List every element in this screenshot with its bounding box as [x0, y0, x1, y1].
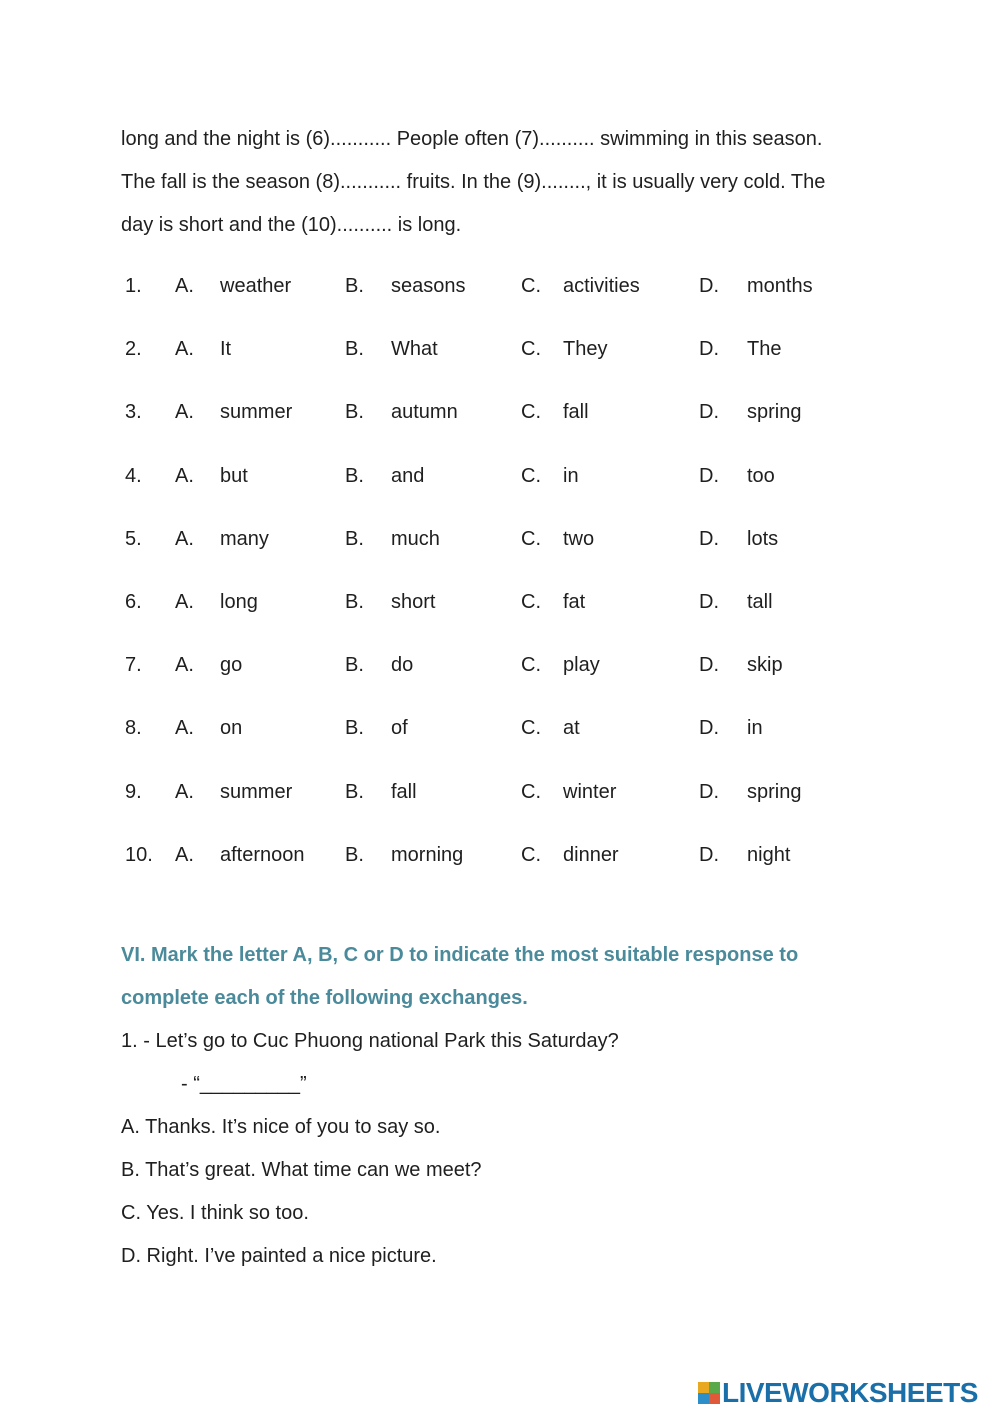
- option-row: [125, 454, 885, 517]
- option-b[interactable]: short: [391, 590, 436, 613]
- option-row: [125, 706, 885, 769]
- option-letter: C.: [521, 338, 541, 361]
- option-letter: A.: [175, 717, 194, 740]
- question-number: 4.: [125, 464, 142, 487]
- section-heading-line: complete each of the following exchanges.: [121, 987, 528, 1009]
- question-number: 2.: [125, 338, 142, 361]
- option-letter: C.: [521, 275, 541, 297]
- option-letter: A.: [175, 590, 194, 613]
- liveworksheets-logo: [698, 1375, 978, 1411]
- option-letter: D.: [699, 780, 719, 803]
- passage-line: The fall is the season (8)........... fruits. In the (9)........, it is usually very cold. The: [121, 171, 826, 193]
- option-b[interactable]: seasons: [391, 275, 466, 297]
- option-c[interactable]: winter: [563, 780, 617, 803]
- choice-d[interactable]: D. Right. I’ve painted a nice picture.: [121, 1245, 437, 1267]
- option-d[interactable]: too: [747, 464, 775, 487]
- option-a[interactable]: many: [220, 527, 269, 550]
- option-d[interactable]: in: [747, 717, 763, 740]
- option-letter: B.: [345, 338, 364, 361]
- choice-b[interactable]: B. That’s great. What time can we meet?: [121, 1159, 482, 1181]
- option-a[interactable]: It: [220, 338, 232, 361]
- question-number: 8.: [125, 717, 142, 740]
- option-row: [125, 327, 885, 390]
- option-letter: A.: [175, 780, 194, 803]
- option-d[interactable]: night: [747, 843, 791, 866]
- option-a[interactable]: summer: [220, 401, 293, 424]
- option-letter: C.: [521, 717, 541, 740]
- question-number: 9.: [125, 780, 142, 803]
- option-letter: A.: [175, 401, 194, 424]
- option-d[interactable]: months: [747, 275, 813, 297]
- option-c[interactable]: activities: [563, 275, 640, 297]
- option-c[interactable]: play: [563, 654, 600, 677]
- option-letter: B.: [345, 654, 364, 677]
- question-number: 7.: [125, 654, 142, 677]
- option-letter: A.: [175, 654, 194, 677]
- option-a[interactable]: but: [220, 464, 248, 487]
- question-number: 1.: [125, 275, 142, 297]
- option-c[interactable]: dinner: [563, 843, 619, 866]
- option-letter: D.: [699, 401, 719, 424]
- option-b[interactable]: and: [391, 464, 425, 487]
- choice-a[interactable]: A. Thanks. It’s nice of you to say so.: [121, 1116, 441, 1138]
- option-letter: C.: [521, 527, 541, 550]
- option-letter: A.: [175, 464, 194, 487]
- option-c[interactable]: fat: [563, 590, 586, 613]
- option-letter: C.: [521, 654, 541, 677]
- option-letter: B.: [345, 464, 364, 487]
- answer-options-table: [125, 264, 885, 896]
- option-row: [125, 390, 885, 453]
- option-letter: B.: [345, 275, 364, 297]
- option-letter: C.: [521, 590, 541, 613]
- option-letter: B.: [345, 590, 364, 613]
- option-letter: C.: [521, 401, 541, 424]
- option-letter: C.: [521, 780, 541, 803]
- section-vi-heading: [121, 934, 881, 1020]
- option-c[interactable]: at: [563, 717, 580, 740]
- option-letter: D.: [699, 527, 719, 550]
- passage-line: day is short and the (10).......... is long.: [121, 214, 462, 236]
- option-d[interactable]: lots: [747, 527, 779, 550]
- option-letter: D.: [699, 338, 719, 361]
- question-1: [121, 1020, 619, 1278]
- option-b[interactable]: fall: [391, 780, 417, 803]
- question-number: 5.: [125, 527, 142, 550]
- option-letter: D.: [699, 275, 719, 297]
- choice-c[interactable]: C. Yes. I think so too.: [121, 1202, 309, 1224]
- option-a[interactable]: summer: [220, 780, 293, 803]
- option-a[interactable]: long: [220, 590, 258, 613]
- option-b[interactable]: morning: [391, 843, 464, 866]
- option-letter: B.: [345, 527, 364, 550]
- option-row: [125, 833, 885, 896]
- option-letter: D.: [699, 843, 719, 866]
- question-prompt: 1. - Let’s go to Cuc Phuong national Park this Saturday?: [121, 1030, 619, 1052]
- option-row: [125, 517, 885, 580]
- section-heading-line: VI. Mark the letter A, B, C or D to indicate the most suitable response to: [121, 944, 799, 966]
- passage-line: long and the night is (6)........... People often (7).......... swimming in this season.: [121, 128, 823, 150]
- option-b[interactable]: do: [391, 654, 414, 677]
- option-d[interactable]: The: [747, 338, 782, 361]
- option-c[interactable]: two: [563, 527, 595, 550]
- option-letter: C.: [521, 843, 541, 866]
- option-letter: B.: [345, 401, 364, 424]
- option-letter: D.: [699, 717, 719, 740]
- option-c[interactable]: fall: [563, 401, 589, 424]
- option-row: [125, 264, 885, 327]
- option-d[interactable]: spring: [747, 401, 802, 424]
- question-number: 10.: [125, 843, 153, 866]
- option-letter: A.: [175, 275, 194, 297]
- option-c[interactable]: They: [563, 338, 608, 361]
- option-letter: A.: [175, 843, 194, 866]
- option-letter: D.: [699, 654, 719, 677]
- option-letter: C.: [521, 464, 541, 487]
- option-d[interactable]: skip: [747, 654, 783, 677]
- option-row: [125, 643, 885, 706]
- option-letter: D.: [699, 464, 719, 487]
- option-a[interactable]: weather: [220, 275, 292, 297]
- option-b[interactable]: What: [391, 338, 438, 361]
- option-letter: A.: [175, 527, 194, 550]
- option-a[interactable]: go: [220, 654, 243, 677]
- option-d[interactable]: tall: [747, 590, 773, 613]
- question-number: 6.: [125, 590, 142, 613]
- option-letter: A.: [175, 338, 194, 361]
- option-d[interactable]: spring: [747, 780, 802, 803]
- option-row: [125, 580, 885, 643]
- option-a[interactable]: on: [220, 717, 243, 740]
- logo-mark-icon: [698, 1382, 720, 1404]
- response-blank[interactable]: - “_________”: [181, 1073, 307, 1095]
- option-letter: B.: [345, 780, 364, 803]
- option-b[interactable]: autumn: [391, 401, 458, 424]
- cloze-passage: [121, 118, 921, 247]
- option-row: [125, 770, 885, 833]
- option-b[interactable]: of: [391, 717, 408, 740]
- option-c[interactable]: in: [563, 464, 579, 487]
- option-letter: B.: [345, 717, 364, 740]
- logo-text: LIVEWORKSHEETS: [722, 1377, 978, 1408]
- option-a[interactable]: afternoon: [220, 843, 305, 866]
- option-b[interactable]: much: [391, 527, 440, 550]
- option-letter: D.: [699, 590, 719, 613]
- question-number: 3.: [125, 401, 142, 424]
- option-letter: B.: [345, 843, 364, 866]
